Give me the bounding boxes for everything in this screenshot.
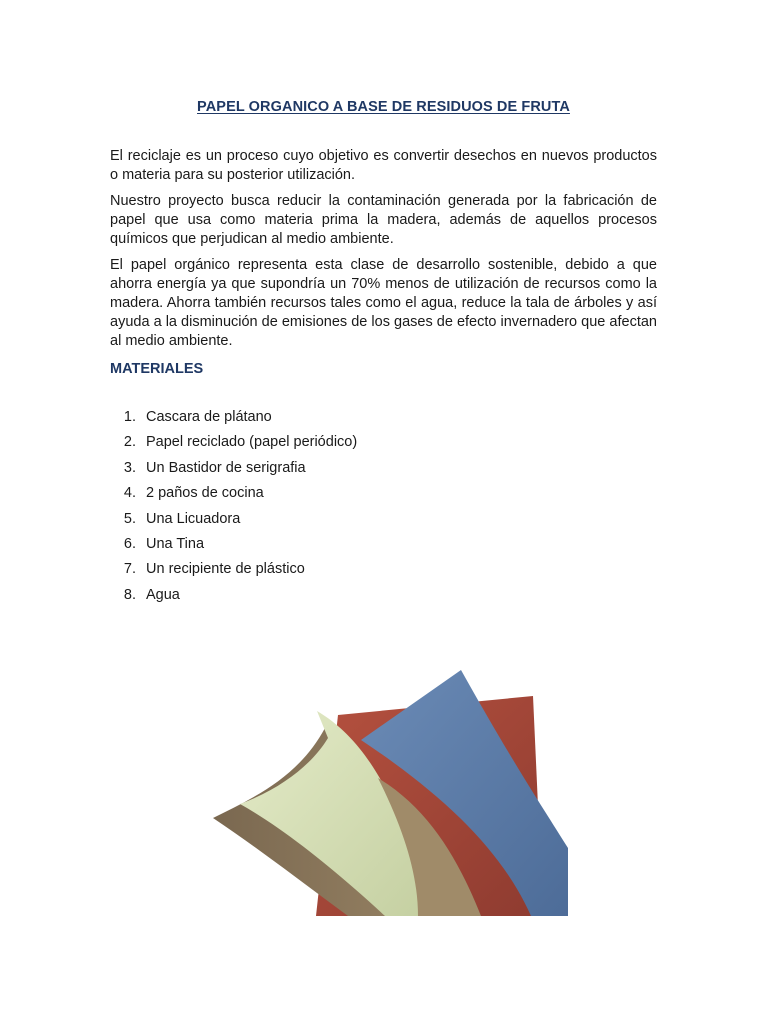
list-item-text: Papel reciclado (papel periódico): [146, 434, 358, 451]
list-item: [110, 407, 357, 432]
list-item-text: Agua: [146, 586, 180, 603]
list-item: [110, 483, 357, 508]
paragraph-project: Nuestro proyecto busca reducir la contaminación generada por la fabricación de papel que usa como materia prima la madera, además de aquellos procesos químicos que perjudican al medio ambiente.: [110, 193, 657, 247]
list-item-text: Una Licuadora: [146, 510, 241, 527]
list-item-text: 2 paños de cocina: [146, 485, 264, 502]
list-number: 8.: [123, 586, 136, 603]
materials-heading: MATERIALES: [110, 361, 204, 377]
list-number: 1.: [123, 409, 136, 425]
list-item: [110, 585, 357, 610]
list-item-text: Un Bastidor de serigrafia: [146, 459, 306, 476]
list-number: 7.: [123, 561, 136, 578]
list-item: [110, 509, 357, 534]
list-number: 5.: [123, 510, 136, 527]
list-item: [110, 559, 357, 584]
list-number: 4.: [123, 485, 136, 502]
list-item: [110, 534, 357, 559]
colored-paper-sheets-image: [213, 668, 568, 918]
list-number: 2.: [123, 434, 136, 451]
list-item-text: Un recipiente de plástico: [146, 561, 305, 578]
paragraph-intro: El reciclaje es un proceso cuyo objetivo es convertir desechos en nuevos productos o materia para su posterior utilización.: [110, 148, 657, 183]
list-item-text: Cascara de plátano: [146, 409, 272, 425]
list-item: [110, 432, 357, 457]
paragraph-benefits: El papel orgánico representa esta clase de desarrollo sostenible, debido a que ahorra energía ya que supondría un 70% menos de utilización de recursos como la madera. Ahorra también recursos tales como el agua, reduce la tala de árboles y así ayuda a la disminución de emisiones de los gases de efecto invernadero que afectan al medio ambiente.: [110, 257, 657, 349]
materials-list: [110, 407, 357, 610]
list-number: 6.: [123, 535, 136, 552]
list-item-text: Una Tina: [146, 535, 205, 552]
document-title: PAPEL ORGANICO A BASE DE RESIDUOS DE FRUTA: [197, 99, 570, 115]
list-item: [110, 458, 357, 483]
list-number: 3.: [123, 459, 136, 476]
